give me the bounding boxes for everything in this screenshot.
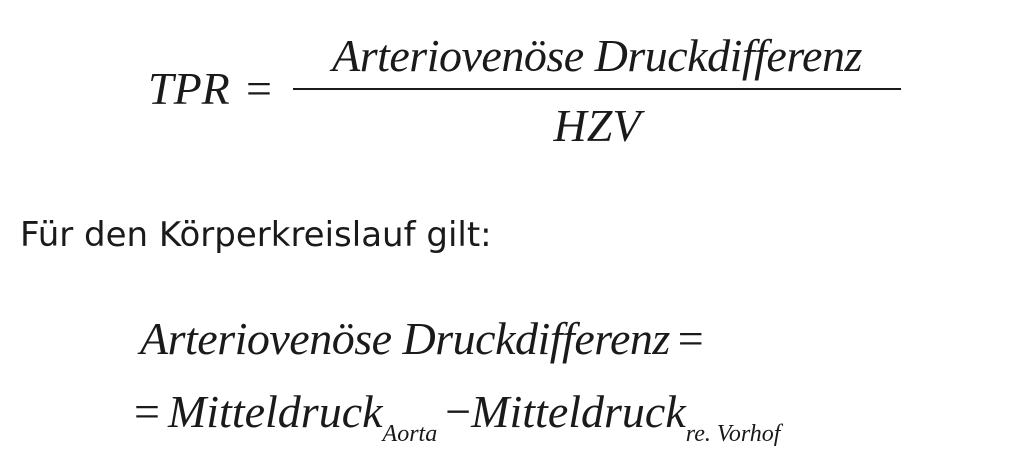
tpr-equals-sign: = bbox=[246, 63, 272, 114]
fraction-denominator: HZV bbox=[553, 100, 641, 151]
druckdifferenz-formula-line1 bbox=[140, 310, 703, 368]
fraction-numerator: Arteriovenöse Druckdifferenz bbox=[332, 30, 862, 81]
prose-statement: Für den Körperkreislauf gilt: bbox=[20, 215, 492, 255]
line2-equals-sign: = bbox=[134, 386, 160, 437]
line1-equals-sign: = bbox=[677, 313, 704, 364]
subscript-aorta: Aorta bbox=[382, 421, 438, 447]
tpr-fraction bbox=[293, 28, 901, 158]
mitteldruck-vorhof-term: Mitteldruck bbox=[471, 386, 686, 437]
druckdifferenz-term: Arteriovenöse Druckdifferenz bbox=[140, 313, 670, 364]
tpr-formula bbox=[148, 28, 908, 158]
minus-sign: − bbox=[445, 386, 472, 437]
mitteldruck-aorta-term: Mitteldruck bbox=[167, 386, 383, 437]
druckdifferenz-formula-line2 bbox=[134, 383, 780, 449]
tpr-symbol: TPR bbox=[148, 63, 230, 114]
fraction-bar bbox=[293, 88, 901, 90]
subscript-re-vorhof: re. Vorhof bbox=[685, 421, 781, 447]
